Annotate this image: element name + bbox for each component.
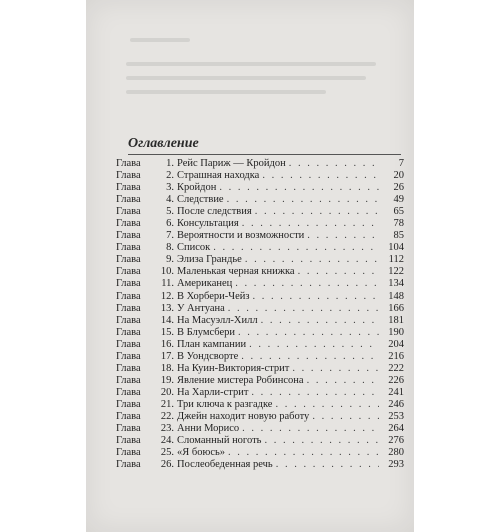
chapter-title: Страшная находка (177, 170, 260, 182)
bleed-through-text (86, 0, 414, 110)
chapter-title: На Харли-стрит (177, 386, 249, 398)
leader-dots (307, 375, 379, 387)
chapter-title: В Блумсбери (177, 326, 236, 338)
toc-entry (116, 303, 404, 315)
chapter-page-number: 26 (393, 182, 404, 194)
toc-entry (116, 411, 404, 423)
chapter-word: Глава (116, 218, 141, 230)
chapter-title: В Уондсворте (177, 350, 239, 362)
chapter-number: 6. (166, 218, 174, 230)
chapter-page-number: 280 (388, 447, 404, 459)
leader-dots (219, 182, 379, 194)
chapter-page-number: 264 (388, 423, 404, 435)
leader-dots (228, 303, 379, 315)
leader-dots (298, 266, 379, 278)
chapter-number: 1. (166, 158, 174, 169)
toc-entry (116, 363, 404, 375)
toc-entry (116, 387, 404, 399)
leader-dots (253, 291, 379, 303)
chapter-number: 16. (160, 338, 174, 350)
chapter-number: 26. (160, 459, 174, 471)
chapter-title: Джейн находит новую работу (177, 410, 310, 422)
chapter-word: Глава (116, 435, 141, 447)
leader-dots (264, 435, 379, 447)
toc-entry (116, 327, 404, 339)
chapter-title: Следствие (177, 194, 224, 206)
chapter-title: На Масуэлл-Хилл (177, 314, 258, 326)
chapter-title: Три ключа к разгадке (177, 398, 273, 410)
chapter-number: 9. (166, 254, 174, 266)
chapter-number: 19. (160, 374, 174, 386)
chapter-page-number: 122 (388, 266, 404, 278)
leader-dots (289, 158, 379, 170)
toc-entry (116, 399, 404, 411)
chapter-number: 13. (160, 302, 174, 314)
chapter-word: Глава (116, 398, 141, 410)
chapter-number: 21. (160, 398, 174, 410)
leader-dots (251, 387, 379, 399)
toc-entry (116, 278, 404, 290)
chapter-page-number: 7 (398, 158, 404, 169)
toc-entry (116, 194, 404, 206)
chapter-word: Глава (116, 447, 141, 459)
leader-dots (307, 230, 379, 242)
toc-entry (116, 170, 404, 182)
leader-dots (255, 206, 379, 218)
leader-dots (213, 242, 379, 254)
chapter-title: Анни Морисо (177, 423, 240, 435)
chapter-number: 18. (160, 362, 174, 374)
chapter-page-number: 222 (388, 362, 404, 374)
chapter-number: 2. (166, 170, 174, 182)
leader-dots (245, 254, 379, 266)
chapter-word: Глава (116, 290, 141, 302)
chapter-page-number: 85 (393, 230, 404, 242)
chapter-page-number: 78 (393, 218, 404, 230)
chapter-number: 20. (160, 386, 174, 398)
toc-entry (116, 447, 404, 459)
chapter-page-number: 134 (388, 278, 404, 290)
chapter-word: Глава (116, 206, 141, 218)
chapter-word: Глава (116, 182, 141, 194)
chapter-page-number: 246 (388, 398, 404, 410)
chapter-number: 12. (160, 290, 174, 302)
toc-entry (116, 218, 404, 230)
chapter-number: 25. (160, 447, 174, 459)
chapter-page-number: 181 (388, 314, 404, 326)
chapter-word: Глава (116, 362, 141, 374)
chapter-page-number: 276 (388, 435, 404, 447)
chapter-page-number: 166 (388, 302, 404, 314)
toc-entry (116, 339, 404, 351)
chapter-page-number: 49 (393, 194, 404, 206)
toc-entry (116, 459, 404, 471)
chapter-word: Глава (116, 459, 141, 471)
chapter-word: Глава (116, 170, 141, 182)
toc-entry (116, 254, 404, 266)
chapter-number: 14. (160, 314, 174, 326)
chapter-number: 24. (160, 435, 174, 447)
chapter-title: Кройдон (177, 182, 217, 194)
chapter-word: Глава (116, 158, 141, 169)
chapter-title: Сломанный ноготь (177, 435, 262, 447)
toc-entry (116, 158, 404, 170)
chapter-number: 4. (166, 194, 174, 206)
chapter-number: 10. (160, 266, 174, 278)
chapter-word: Глава (116, 374, 141, 386)
chapter-word: Глава (116, 302, 141, 314)
leader-dots (242, 423, 379, 435)
toc-entry (116, 375, 404, 387)
chapter-title: Американец (177, 278, 233, 290)
chapter-number: 8. (166, 242, 174, 254)
leader-dots (261, 315, 379, 327)
chapter-title: План кампании (177, 338, 247, 350)
toc-entry (116, 266, 404, 278)
toc-entry (116, 435, 404, 447)
chapter-word: Глава (116, 338, 141, 350)
chapter-title: Консультация (177, 218, 239, 230)
leader-dots (292, 363, 379, 375)
chapter-title: Явление мистера Робинсона (177, 374, 304, 386)
leader-dots (228, 447, 379, 459)
chapter-page-number: 148 (388, 290, 404, 302)
chapter-word: Глава (116, 278, 141, 290)
chapter-word: Глава (116, 410, 141, 422)
chapter-number: 17. (160, 350, 174, 362)
chapter-page-number: 253 (388, 410, 404, 422)
chapter-page-number: 241 (388, 386, 404, 398)
chapter-number: 5. (166, 206, 174, 218)
chapter-word: Глава (116, 242, 141, 254)
table-of-contents (116, 158, 404, 471)
chapter-title: Рейс Париж — Кройдон (177, 158, 286, 169)
leader-dots (235, 278, 379, 290)
toc-heading: Оглавление (128, 136, 401, 155)
leader-dots (227, 194, 379, 206)
chapter-title: Вероятности и возможности (177, 230, 305, 242)
chapter-title: В Хорбери-Чейз (177, 290, 250, 302)
chapter-title: После следствия (177, 206, 252, 218)
chapter-page-number: 112 (388, 254, 404, 266)
toc-entry (116, 230, 404, 242)
leader-dots (249, 339, 379, 351)
chapter-page-number: 204 (388, 338, 404, 350)
chapter-word: Глава (116, 266, 141, 278)
chapter-title: Маленькая черная книжка (177, 266, 295, 278)
chapter-page-number: 104 (388, 242, 404, 254)
leader-dots (275, 399, 379, 411)
chapter-word: Глава (116, 230, 141, 242)
chapter-number: 11. (161, 278, 174, 290)
chapter-number: 15. (160, 326, 174, 338)
toc-entry (116, 182, 404, 194)
chapter-title: Список (177, 242, 211, 254)
toc-entry (116, 291, 404, 303)
chapter-page-number: 65 (393, 206, 404, 218)
chapter-title: Элиза Грандье (177, 254, 242, 266)
chapter-number: 7. (166, 230, 174, 242)
chapter-number: 3. (166, 182, 174, 194)
chapter-page-number: 216 (388, 350, 404, 362)
chapter-word: Глава (116, 423, 141, 435)
chapter-title: У Антуана (177, 302, 225, 314)
chapter-word: Глава (116, 350, 141, 362)
leader-dots (312, 411, 379, 423)
leader-dots (262, 170, 379, 182)
toc-entry (116, 315, 404, 327)
chapter-word: Глава (116, 194, 141, 206)
chapter-page-number: 20 (393, 170, 404, 182)
chapter-word: Глава (116, 326, 141, 338)
toc-entry (116, 423, 404, 435)
toc-entry (116, 206, 404, 218)
leader-dots (276, 459, 379, 471)
chapter-number: 22. (160, 410, 174, 422)
leader-dots (241, 351, 379, 363)
leader-dots (238, 327, 379, 339)
chapter-page-number: 190 (388, 326, 404, 338)
chapter-word: Глава (116, 386, 141, 398)
chapter-title: Послеобеденная речь (177, 459, 273, 471)
leader-dots (242, 218, 379, 230)
chapter-word: Глава (116, 254, 141, 266)
chapter-number: 23. (160, 423, 174, 435)
chapter-page-number: 226 (388, 374, 404, 386)
toc-entry (116, 351, 404, 363)
chapter-word: Глава (116, 314, 141, 326)
chapter-page-number: 293 (388, 459, 404, 471)
chapter-title: «Я боюсь» (177, 447, 226, 459)
toc-entry (116, 242, 404, 254)
chapter-title: На Куин-Виктория-стрит (177, 362, 290, 374)
